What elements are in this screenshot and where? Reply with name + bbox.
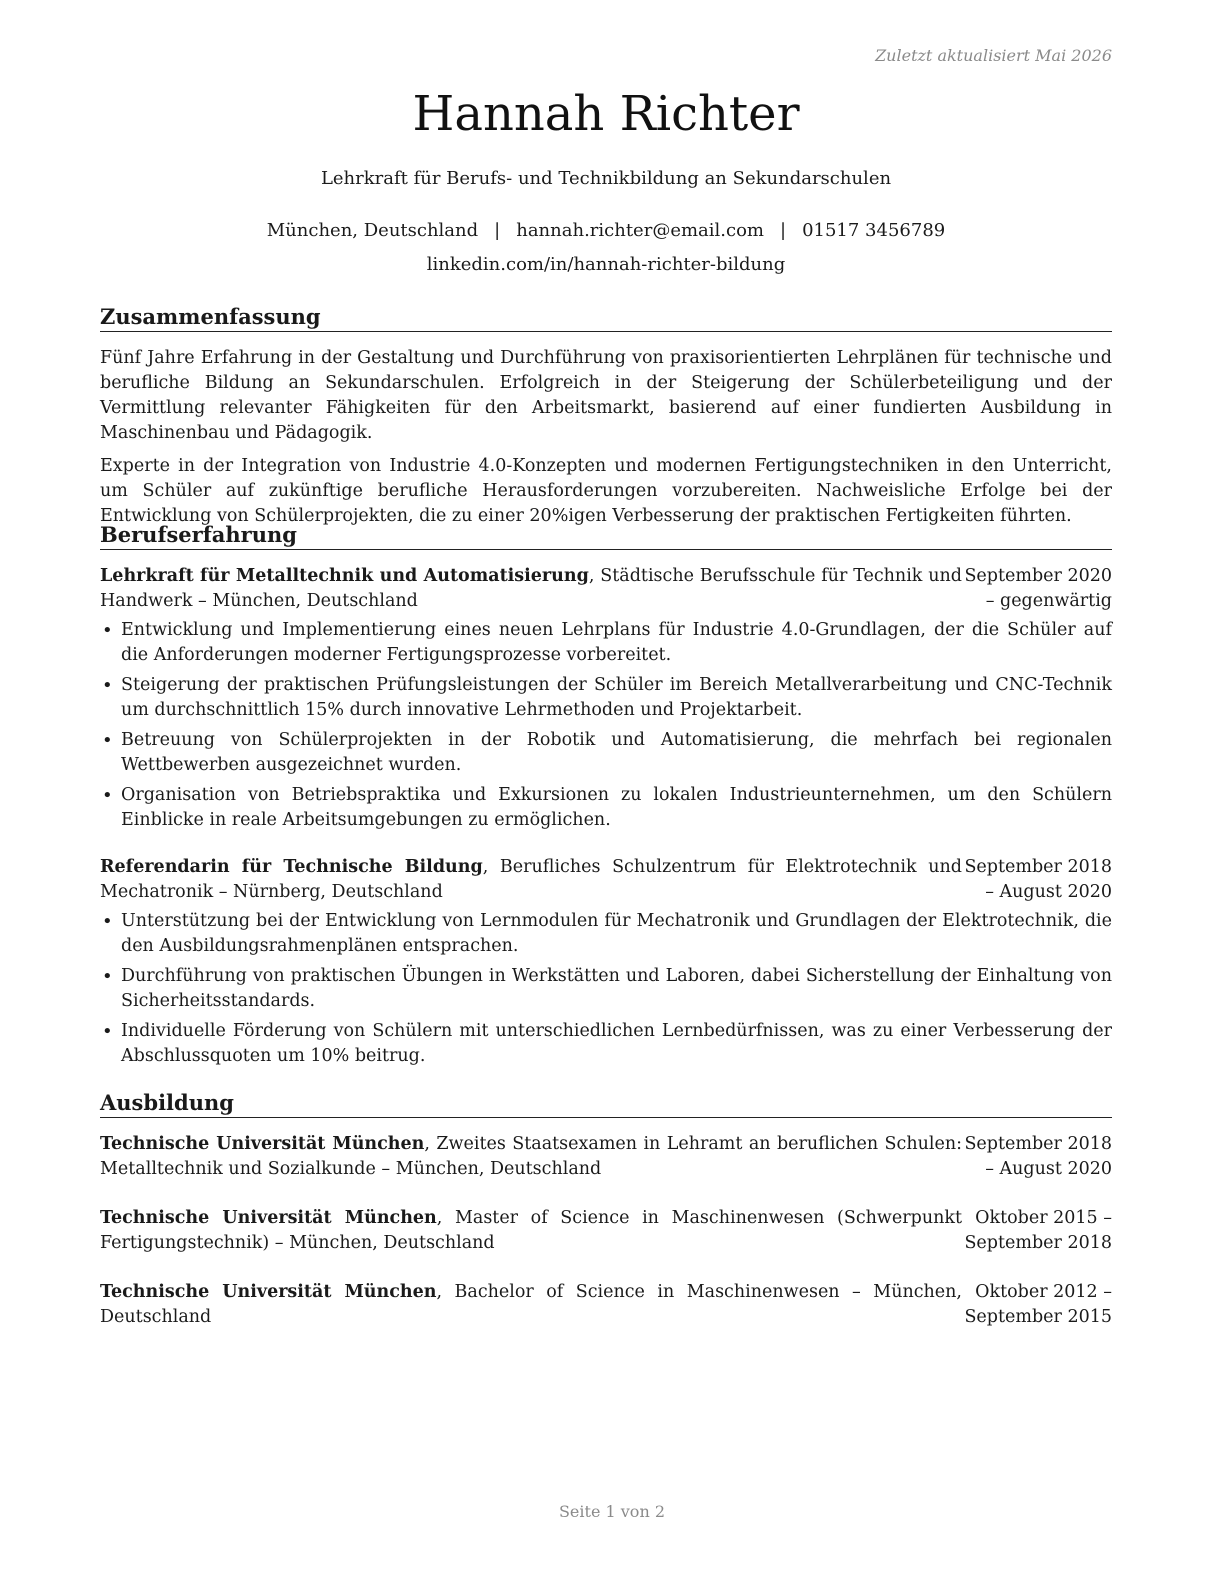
email[interactable]: hannah.richter@email.com bbox=[516, 220, 764, 241]
summary-section bbox=[100, 304, 1112, 529]
degree: , Master of Science in Maschinenwesen (Schwerpunkt Fertigungstechnik) – München, Deutschland bbox=[100, 1208, 962, 1253]
degree: , Bachelor of Science in Maschinenwesen – München, Deutschland bbox=[100, 1282, 962, 1327]
list-item: • Unterstützung bei der Entwicklung von Lernmodulen für Mechatronik und Grundlagen der Elektrotechnik, die den Ausbildungsrahmenplänen entsprachen. bbox=[100, 909, 1112, 959]
list-item: • Steigerung der praktischen Prüfungsleistungen der Schüler im Bereich Metallverarbeitung und CNC-Technik um durchschnittlich 15% durch innovative Lehrmethoden und Projektarbeit. bbox=[100, 673, 1112, 723]
list-item: • Entwicklung und Implementierung eines neuen Lehrplans für Industrie 4.0-Grundlagen, der die Schüler auf die Anforderungen moderner Fertigungsprozesse vorbereitet. bbox=[100, 618, 1112, 668]
education-dates: Oktober 2012 – September 2015 bbox=[964, 1282, 1112, 1327]
job-org: , Städtische Berufsschule für Technik und Handwerk – München, Deutschland bbox=[100, 566, 962, 611]
separator: | bbox=[494, 220, 501, 241]
school-name: Technische Universität München bbox=[100, 1282, 437, 1302]
job-bullets bbox=[100, 618, 1112, 833]
person-name: Hannah Richter bbox=[412, 86, 800, 142]
contact-line bbox=[100, 220, 1112, 241]
education-dates: Oktober 2015 – September 2018 bbox=[964, 1208, 1112, 1253]
list-item: • Betreuung von Schülerprojekten in der Robotik und Automatisierung, die mehrfach bei regionalen Wettbewerben ausgezeichnet wurden. bbox=[100, 728, 1112, 778]
job-entry bbox=[100, 855, 1112, 1069]
phone[interactable]: 01517 3456789 bbox=[802, 220, 946, 241]
separator: | bbox=[780, 220, 787, 241]
job-org: , Berufliches Schulzentrum für Elektrotechnik und Mechatronik – Nürnberg, Deutschland bbox=[100, 857, 962, 902]
summary-paragraph: Fünf Jahre Erfahrung in der Gestaltung und Durchführung von praxisorientierten Lehrplänen für technische und berufliche Bildung an Sekundarschulen. Erfolgreich in der Steigerung der Schülerbeteiligung und der Vermittlung relevanter Fähigkeiten für den Arbeitsmarkt, basierend auf einer fundierten Ausbildung in Maschinenbau und Pädagogik. bbox=[100, 348, 1112, 443]
education-entry bbox=[100, 1206, 1112, 1256]
job-role: Referendarin für Technische Bildung bbox=[100, 857, 483, 877]
school-name: Technische Universität München bbox=[100, 1134, 425, 1154]
job-dates: September 2020 – gegenwärtig bbox=[964, 566, 1112, 611]
education-dates: September 2018 – August 2020 bbox=[964, 1134, 1112, 1179]
last-updated: Zuletzt aktualisiert Mai 2026 bbox=[875, 46, 1112, 65]
degree: , Zweites Staatsexamen in Lehramt an beruflichen Schulen: Metalltechnik und Sozialkunde – München, Deutschland bbox=[100, 1134, 962, 1179]
job-bullets bbox=[100, 909, 1112, 1069]
summary-paragraph: Experte in der Integration von Industrie 4.0-Konzepten und modernen Fertigungstechniken in den Unterricht, um Schüler auf zukünftige berufliche Herausforderungen vorzubereiten. Nachweisliche Erfolge bei der Entwicklung von Schülerprojekten, die zu einer 20%igen Verbesserung der praktischen Fertigkeiten führten. bbox=[100, 456, 1112, 526]
list-item: • Organisation von Betriebspraktika und Exkursionen zu lokalen Industrieunternehmen, um den Schülern Einblicke in reale Arbeitsumgebungen zu ermöglichen. bbox=[100, 783, 1112, 833]
linkedin-link[interactable]: linkedin.com/in/hannah-richter-bildung bbox=[426, 254, 786, 275]
section-title: Zusammenfassung bbox=[100, 304, 1112, 332]
education-entry bbox=[100, 1280, 1112, 1330]
education-entry bbox=[100, 1132, 1112, 1182]
location: München, Deutschland bbox=[266, 220, 479, 241]
list-item: • Durchführung von praktischen Übungen in Werkstätten und Laboren, dabei Sicherstellung der Einhaltung von Sicherheitsstandards. bbox=[100, 964, 1112, 1014]
education-section bbox=[100, 1090, 1112, 1330]
tagline: Lehrkraft für Berufs- und Technikbildung an Sekundarschulen bbox=[320, 168, 892, 189]
school-name: Technische Universität München bbox=[100, 1208, 437, 1228]
job-entry bbox=[100, 564, 1112, 833]
list-item: • Individuelle Förderung von Schülern mit unterschiedlichen Lernbedürfnissen, was zu einer Verbesserung der Abschlussquoten um 10% beitrug. bbox=[100, 1019, 1112, 1069]
job-dates: September 2018 – August 2020 bbox=[964, 857, 1112, 902]
section-title: Ausbildung bbox=[100, 1090, 1112, 1118]
page-number: Seite 1 von 2 bbox=[558, 1502, 666, 1521]
experience-section bbox=[100, 522, 1112, 1074]
section-title: Berufserfahrung bbox=[100, 522, 1112, 550]
job-role: Lehrkraft für Metalltechnik und Automatisierung bbox=[100, 566, 589, 586]
